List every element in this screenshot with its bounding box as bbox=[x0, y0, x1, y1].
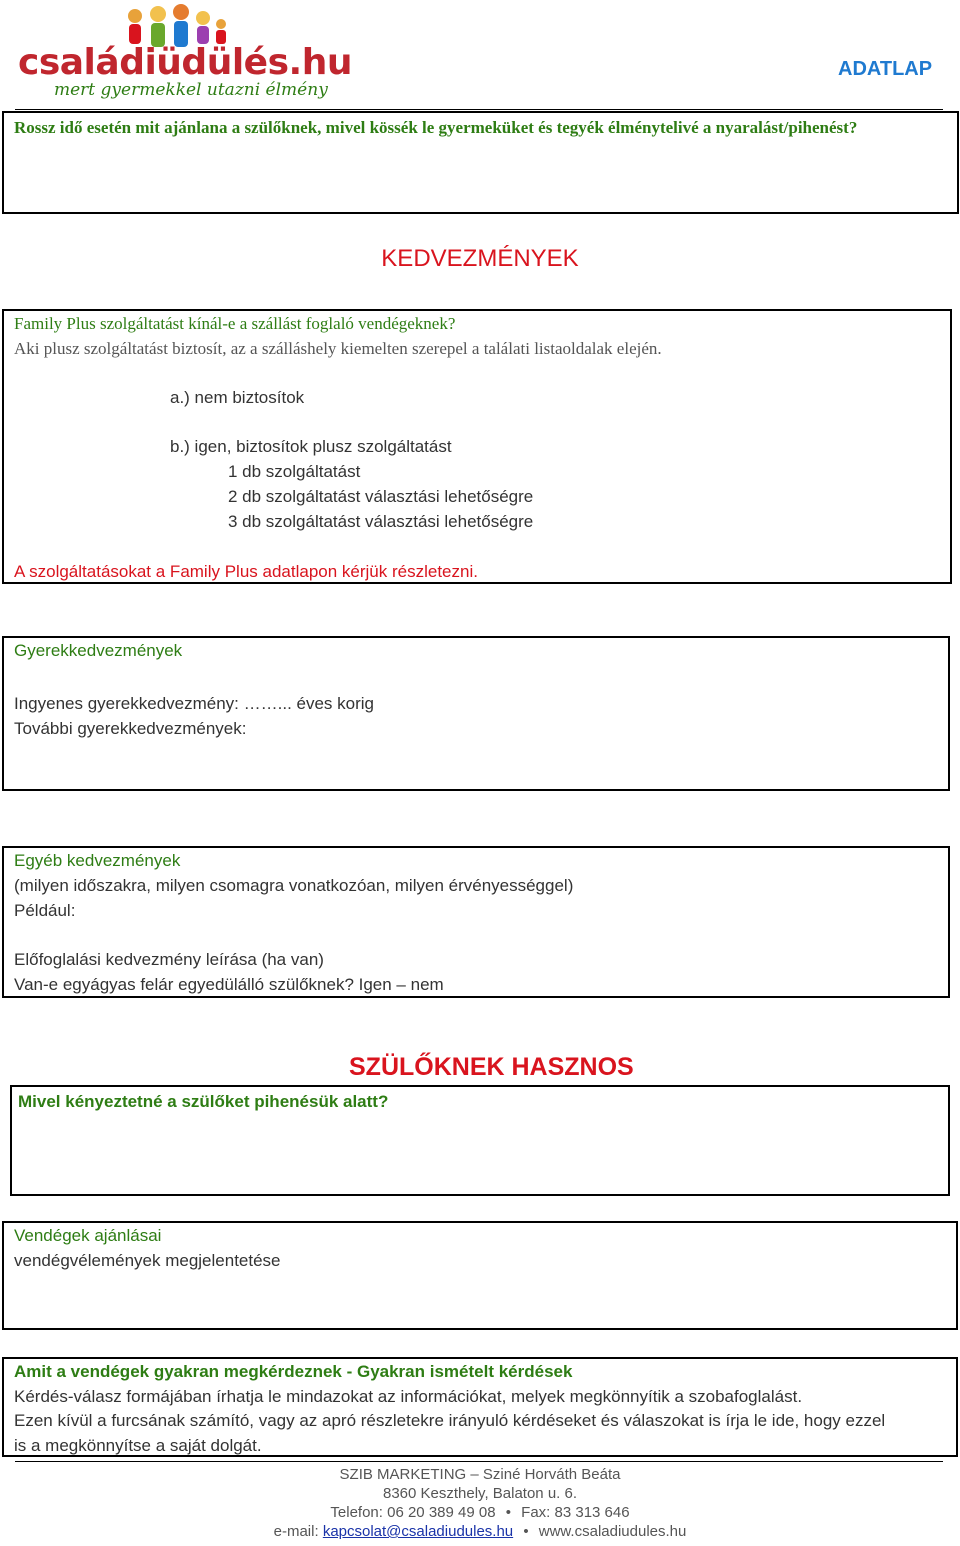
other-discounts-line1: (milyen időszakra, milyen csomagra vonatkozóan, milyen érvényességgel) bbox=[14, 876, 574, 895]
faq-line2: Ezen kívül a furcsának számító, vagy az apró részletekre irányuló kérdéseket és válaszokat is írja le ide, hogy ezzel bbox=[14, 1411, 886, 1430]
option-b-sub1[interactable]: 1 db szolgáltatást bbox=[228, 462, 361, 481]
other-discounts-line3: Előfoglalási kedvezmény leírása (ha van) bbox=[14, 950, 324, 969]
footer-bullet-2: • bbox=[523, 1523, 529, 1540]
header-divider bbox=[15, 109, 943, 110]
footer-phone: Telefon: 06 20 389 49 08 bbox=[330, 1504, 496, 1521]
option-b[interactable]: b.) igen, biztosítok plusz szolgáltatást bbox=[170, 437, 452, 456]
option-b-sub3[interactable]: 3 db szolgáltatást választási lehetőségre bbox=[228, 512, 534, 531]
recommendations-title: Vendégek ajánlásai bbox=[14, 1226, 162, 1245]
footer-bullet: • bbox=[505, 1504, 511, 1521]
logo-tagline: mert gyermekkel utazni élmény bbox=[54, 80, 328, 100]
footer-website[interactable]: www.csaladiudules.hu bbox=[538, 1523, 687, 1540]
other-discounts-line2: Például: bbox=[14, 901, 76, 920]
pamper-title: Mivel kényeztetné a szülőket pihenésük alatt? bbox=[18, 1092, 389, 1111]
faq-line3: is a megkönnyítse a saját dolgát. bbox=[14, 1436, 262, 1455]
faq-title: Amit a vendégek gyakran megkérdeznek - Gyakran ismételt kérdések bbox=[14, 1362, 573, 1381]
rain-question-text: Rossz idő esetén mit ajánlana a szülőknek, mivel kössék le gyermeküket és tegyék élménytelivé a nyaralást/pihenést? bbox=[14, 118, 858, 137]
option-a[interactable]: a.) nem biztosítok bbox=[170, 388, 305, 407]
parents-title: SZÜLŐKNEK HASZNOS bbox=[349, 1053, 634, 1081]
child-discounts-other: További gyerekkedvezmények: bbox=[14, 719, 247, 738]
footer-email-link[interactable]: kapcsolat@csaladiudules.hu bbox=[322, 1523, 514, 1540]
option-b-sub2[interactable]: 2 db szolgáltatást választási lehetőségre bbox=[228, 487, 534, 506]
recommendations-line1: vendégvélemények megjelentetése bbox=[14, 1251, 281, 1270]
footer-phone-fax bbox=[0, 1504, 960, 1521]
footer-fax: Fax: 83 313 646 bbox=[521, 1504, 630, 1521]
faq-line1: Kérdés-válasz formájában írhatja le mindazokat az információkat, melyek megkönnyítik a szobafoglalást. bbox=[14, 1387, 803, 1406]
child-discounts-free: Ingyenes gyerekkedvezmény: ……... éves korig bbox=[14, 694, 374, 713]
footer-divider bbox=[15, 1461, 943, 1462]
footer-email-label: e-mail: bbox=[273, 1523, 319, 1540]
kedvezmenyek-title: KEDVEZMÉNYEK bbox=[381, 245, 579, 272]
logo-tld-text: .hu bbox=[288, 42, 352, 83]
other-discounts-title: Egyéb kedvezmények bbox=[14, 851, 181, 870]
footer-company: SZIB MARKETING – Sziné Horváth Beáta bbox=[339, 1466, 621, 1483]
family-plus-description: Aki plusz szolgáltatást biztosít, az a szálláshely kiemelten szerepel a találati listaoldalak elején. bbox=[14, 339, 662, 358]
adatlap-label: ADATLAP bbox=[838, 58, 933, 80]
family-plus-note: A szolgáltatásokat a Family Plus adatlapon kérjük részletezni. bbox=[14, 562, 478, 581]
logo-main-text: családiüdülés bbox=[18, 42, 289, 83]
family-plus-title: Family Plus szolgáltatást kínál-e a szállást foglaló vendégeknek? bbox=[14, 314, 456, 333]
footer-address: 8360 Keszthely, Balaton u. 6. bbox=[382, 1485, 578, 1502]
child-discounts-title: Gyerekkedvezmények bbox=[14, 641, 183, 660]
logo bbox=[18, 2, 352, 102]
footer-contact bbox=[0, 1523, 960, 1540]
other-discounts-line4: Van-e egyágyas felár egyedülálló szülőknek? Igen – nem bbox=[14, 975, 444, 994]
